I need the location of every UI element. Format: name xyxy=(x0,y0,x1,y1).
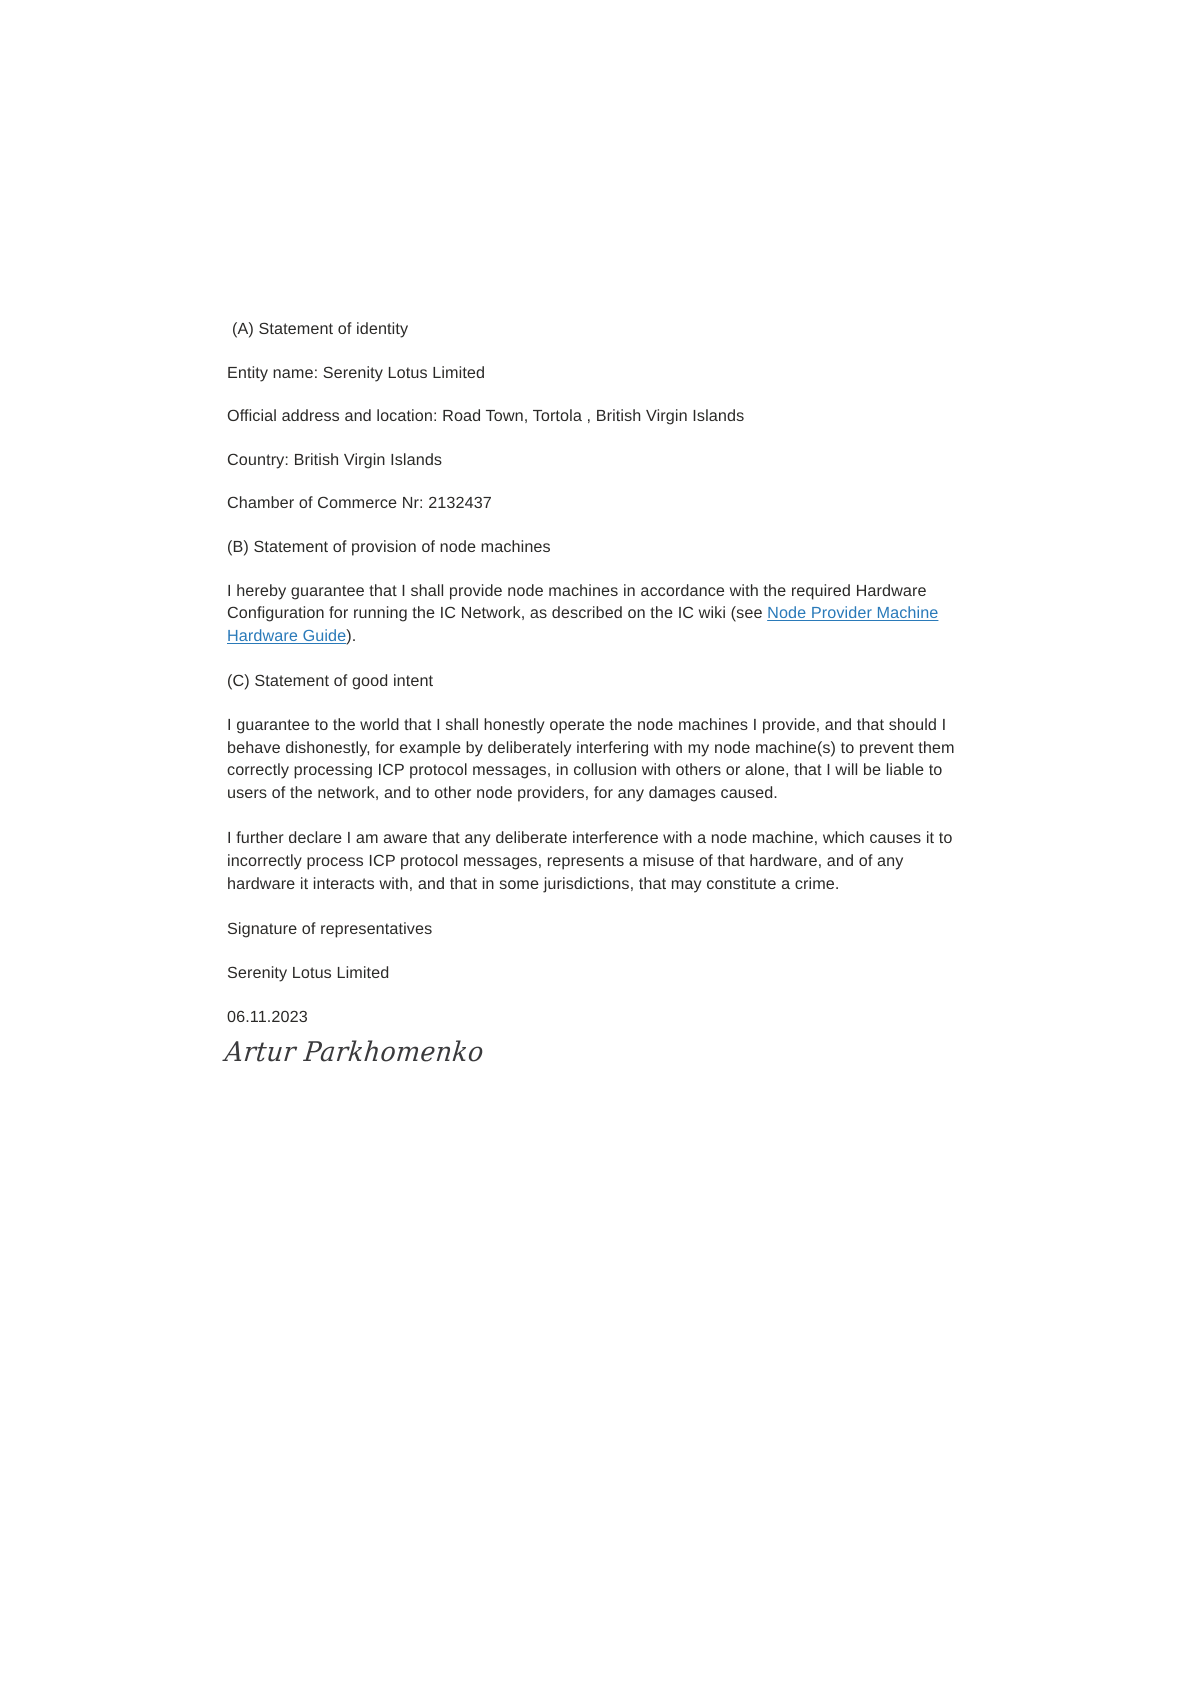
section-b-text-before-link: I hereby guarantee that I shall provide node machines in accordance with the required Hardware Configuration for running the IC Network, as described on the IC wiki (see xyxy=(227,581,927,623)
entity-name-line: Entity name: Serenity Lotus Limited xyxy=(227,363,486,382)
official-address-line: Official address and location: Road Town, Tortola , British Virgin Islands xyxy=(227,407,745,426)
section-c-paragraph-1: I guarantee to the world that I shall honestly operate the node machines I provide, and that should I behave dishonestly, for example by deliberately interfering with my node machine(s) to prevent them correctly processing ICP protocol messages, in collusion with others or alone, that I will be liable to users of the network, and to other node providers, for any damages caused. xyxy=(227,715,955,802)
section-b-heading: (B) Statement of provision of node machines xyxy=(227,537,551,556)
handwritten-signature: Artur Parkhomenko xyxy=(223,1036,486,1069)
signature-of-representatives-label: Signature of representatives xyxy=(227,920,433,939)
country-line: Country: British Virgin Islands xyxy=(227,450,443,469)
chamber-of-commerce-line: Chamber of Commerce Nr: 2132437 xyxy=(227,494,492,513)
section-a-heading: (A) Statement of identity xyxy=(232,320,409,338)
signature-entity-name: Serenity Lotus Limited xyxy=(227,963,390,982)
section-c-heading: (C) Statement of good intent xyxy=(227,672,434,691)
signature-date: 06.11.2023 xyxy=(227,1008,308,1027)
section-b-text-after-link: ). xyxy=(346,626,357,645)
section-b-paragraph xyxy=(227,580,962,648)
section-c-paragraph-2: I further declare I am aware that any deliberate interference with a node machine, which causes it to incorrectly process ICP protocol messages, represents a misuse of that hardware, and of any hardware it interacts with, and that in some jurisdictions, that may constitute a crime. xyxy=(227,829,953,893)
node-provider-machine-hardware-guide-link[interactable]: Node Provider Machine Hardware Guide xyxy=(227,604,939,645)
document-text-column xyxy=(223,318,962,1069)
